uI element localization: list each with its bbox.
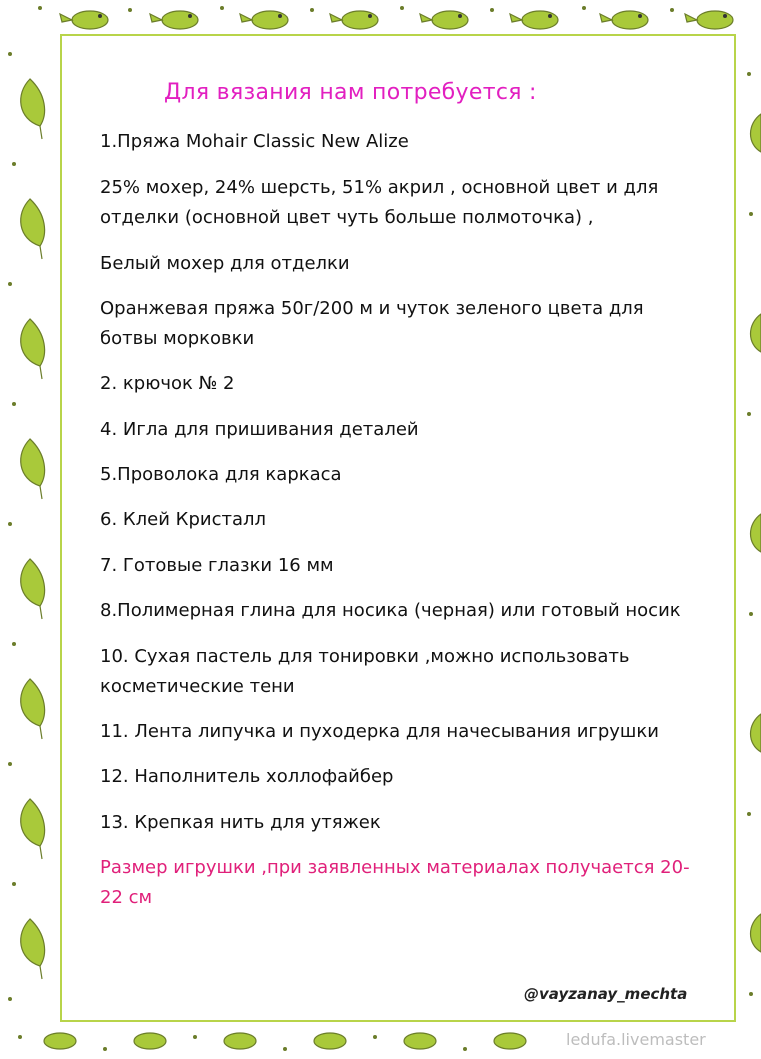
- bird-icon: [330, 11, 378, 29]
- bird-icon: [685, 11, 733, 29]
- bird-icon: [21, 919, 45, 979]
- list-item: 10. Сухая пастель для тонировки ,можно использовать: [100, 646, 630, 667]
- decorative-bird-border-top: [0, 0, 761, 34]
- bird-icon: [134, 1033, 166, 1049]
- bird-icon: [751, 914, 761, 952]
- list-item: косметические тени: [100, 676, 295, 697]
- decorative-bird-border-right: [741, 34, 761, 1025]
- list-item: отделки (основной цвет чуть больше полмоточка) ,: [100, 207, 594, 228]
- bird-icon: [150, 11, 198, 29]
- bird-icon: [494, 1033, 526, 1049]
- bird-icon: [21, 79, 45, 139]
- bird-icon: [21, 439, 45, 499]
- decorative-bird-border-left: [0, 34, 60, 1025]
- page-title: Для вязания нам потребуется :: [164, 80, 537, 105]
- bird-icon: [751, 714, 761, 752]
- bird-icon: [224, 1033, 256, 1049]
- watermark: ledufa.livemaster: [566, 1030, 706, 1049]
- bird-icon: [21, 799, 45, 859]
- bird-icon: [44, 1033, 76, 1049]
- bird-icon: [510, 11, 558, 29]
- bird-icon: [751, 314, 761, 352]
- bird-icon: [314, 1033, 346, 1049]
- list-item: Оранжевая пряжа 50г/200 м и чуток зеленого цвета для: [100, 298, 644, 319]
- list-item: 11. Лента липучка и пуходерка для начесывания игрушки: [100, 721, 659, 742]
- bird-icon: [21, 319, 45, 379]
- list-item: 13. Крепкая нить для утяжек: [100, 812, 381, 833]
- list-item: ботвы морковки: [100, 328, 255, 349]
- bird-icon: [21, 559, 45, 619]
- bird-icon: [60, 11, 108, 29]
- bird-icon: [404, 1033, 436, 1049]
- bird-icon: [751, 514, 761, 552]
- list-item: 1.Пряжа Mohair Classic New Alize: [100, 131, 409, 152]
- list-item: 4. Игла для пришивания деталей: [100, 419, 419, 440]
- bird-icon: [21, 679, 45, 739]
- list-item: 2. крючок № 2: [100, 373, 235, 394]
- bird-icon: [240, 11, 288, 29]
- bird-icon: [420, 11, 468, 29]
- list-item: 25% мохер, 24% шерсть, 51% акрил , основной цвет и для: [100, 177, 659, 198]
- author-signature: @vayzanay_mechta: [524, 985, 688, 1003]
- list-item: 12. Наполнитель холлофайбер: [100, 766, 394, 787]
- bird-icon: [600, 11, 648, 29]
- list-item: 7. Готовые глазки 16 мм: [100, 555, 334, 576]
- list-item: 5.Проволока для каркаса: [100, 464, 342, 485]
- list-item: 8.Полимерная глина для носика (черная) или готовый носик: [100, 600, 681, 621]
- list-item: 6. Клей Кристалл: [100, 509, 266, 530]
- bird-icon: [751, 114, 761, 152]
- size-note: Размер игрушки ,при заявленных материалах получается 20-: [100, 857, 690, 878]
- size-note: 22 см: [100, 887, 153, 908]
- list-item: Белый мохер для отделки: [100, 253, 350, 274]
- bird-icon: [21, 199, 45, 259]
